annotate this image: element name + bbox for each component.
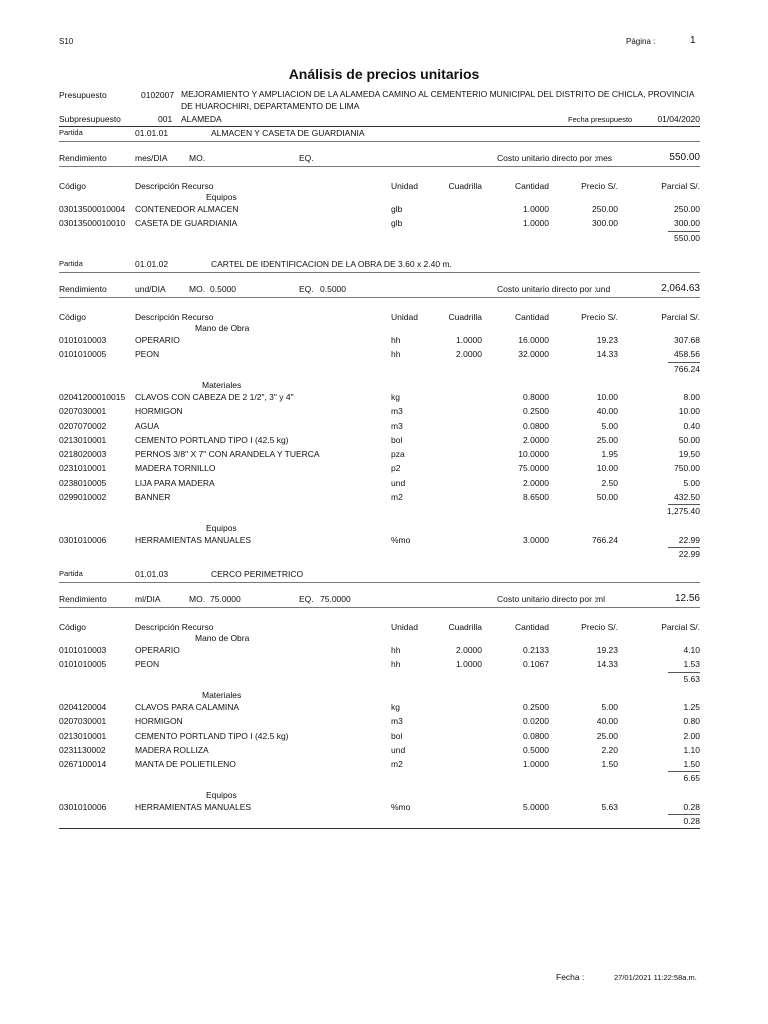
col-header-descripcion: Descripción Recurso bbox=[135, 622, 214, 632]
col-header-cantidad: Cantidad bbox=[514, 312, 549, 322]
row-parcial: 750.00 bbox=[674, 463, 700, 474]
row-unit: hh bbox=[391, 645, 401, 655]
row-cuadrilla: 1.0000 bbox=[456, 659, 482, 670]
row-unit: glb bbox=[391, 204, 403, 214]
row-precio: 5.00 bbox=[601, 701, 618, 712]
row-unit: hh bbox=[391, 659, 401, 670]
row-cantidad: 0.8000 bbox=[523, 391, 549, 402]
col-header-descripcion: Descripción Recurso bbox=[135, 181, 214, 191]
row-description: HERRAMIENTAS MANUALES bbox=[135, 801, 252, 812]
row-parcial: 19.50 bbox=[678, 449, 700, 460]
page-title: Análisis de precios unitarios bbox=[288, 66, 480, 82]
row-cantidad: 1.0000 bbox=[523, 759, 549, 770]
row-description: MANTA DE POLIETILENO bbox=[135, 759, 236, 770]
row-code: 0101010003 bbox=[59, 645, 107, 655]
row-code: 03013500010010 bbox=[59, 218, 126, 229]
col-header-unidad: Unidad bbox=[391, 181, 418, 191]
row-unit: kg bbox=[391, 391, 400, 402]
rendimiento-divider bbox=[59, 607, 700, 608]
subpresupuesto-label: Subpresupuesto bbox=[59, 114, 121, 124]
row-code: 0207030001 bbox=[59, 406, 107, 417]
row-cantidad: 1.0000 bbox=[523, 218, 549, 229]
row-code: 0101010003 bbox=[59, 335, 107, 345]
row-parcial: 250.00 bbox=[674, 204, 700, 214]
row-parcial: 307.68 bbox=[674, 335, 700, 345]
presupuesto-desc-line1: MEJORAMIENTO Y AMPLIACION DE LA ALAMEDA CAMINO AL CEMENTERIO MUNICIPAL DEL DISTRITO DE CHICLA, PROVINCIA bbox=[181, 89, 695, 99]
rendimiento-label: Rendimiento bbox=[59, 284, 107, 294]
row-unit: m2 bbox=[391, 759, 403, 770]
row-unit: und bbox=[391, 744, 406, 755]
row-description: MADERA ROLLIZA bbox=[135, 744, 209, 755]
row-code: 0101010005 bbox=[59, 349, 107, 360]
row-precio: 5.63 bbox=[601, 801, 618, 812]
row-unit: %mo bbox=[391, 801, 411, 812]
row-description: CONTENEDOR ALMACEN bbox=[135, 204, 239, 214]
row-cuadrilla: 2.0000 bbox=[456, 645, 482, 655]
partida-code: 01.01.01 bbox=[135, 128, 169, 138]
col-header-parcial: Parcial S/. bbox=[661, 622, 700, 632]
partida-divider bbox=[59, 272, 700, 273]
row-unit: bol bbox=[391, 730, 403, 741]
row-parcial: 10.00 bbox=[678, 406, 700, 417]
group-subtotal: 766.24 bbox=[674, 363, 700, 374]
row-cantidad: 5.0000 bbox=[523, 801, 549, 812]
subpresupuesto-code: 001 bbox=[158, 114, 173, 124]
row-unit: und bbox=[391, 477, 406, 488]
row-code: 0218020003 bbox=[59, 449, 107, 460]
group-name: Mano de Obra bbox=[195, 323, 250, 333]
row-precio: 14.33 bbox=[596, 659, 618, 670]
group-name: Materiales bbox=[202, 379, 242, 390]
group-name: Equipos bbox=[206, 192, 237, 202]
row-unit: p2 bbox=[391, 463, 401, 474]
row-parcial: 432.50 bbox=[674, 492, 700, 502]
row-code: 0301010006 bbox=[59, 801, 107, 812]
partida-label: Partida bbox=[59, 569, 83, 578]
partida-divider bbox=[59, 582, 700, 583]
row-precio: 2.20 bbox=[601, 744, 618, 755]
mo-value: 75.0000 bbox=[210, 594, 241, 604]
report-code: S10 bbox=[59, 37, 74, 46]
col-header-parcial: Parcial S/. bbox=[661, 181, 700, 191]
row-code: 0231010001 bbox=[59, 463, 107, 474]
row-precio: 40.00 bbox=[596, 406, 618, 417]
row-precio: 19.23 bbox=[596, 645, 618, 655]
col-header-codigo: Código bbox=[59, 312, 86, 322]
eq-label: EQ. bbox=[299, 284, 314, 294]
eq-label: EQ. bbox=[299, 153, 314, 163]
costo-unit: mes bbox=[596, 153, 613, 163]
row-code: 03013500010004 bbox=[59, 204, 126, 214]
row-parcial: 5.00 bbox=[683, 477, 700, 488]
rendimiento-unit: und/DIA bbox=[135, 284, 166, 294]
row-parcial: 458.56 bbox=[674, 349, 700, 360]
row-precio: 1.95 bbox=[601, 449, 618, 460]
subtotal-underline bbox=[668, 771, 700, 772]
page-label: Página : bbox=[626, 37, 656, 46]
presupuesto-desc-line2: DE HUAROCHIRI, DEPARTAMENTO DE LIMA bbox=[181, 101, 360, 111]
partida-code: 01.01.03 bbox=[135, 569, 169, 579]
row-description: BANNER bbox=[135, 492, 171, 502]
row-description: OPERARIO bbox=[135, 645, 180, 655]
row-cuadrilla: 2.0000 bbox=[456, 349, 482, 360]
row-cantidad: 0.1067 bbox=[523, 659, 549, 670]
row-cantidad: 0.2500 bbox=[523, 406, 549, 417]
row-precio: 25.00 bbox=[596, 434, 618, 445]
col-header-codigo: Código bbox=[59, 622, 86, 632]
row-parcial: 300.00 bbox=[674, 218, 700, 229]
partida-divider bbox=[59, 141, 700, 142]
subtotal-underline bbox=[668, 362, 700, 363]
partida-name: CARTEL DE IDENTIFICACION DE LA OBRA DE 3.60 x 2.40 m. bbox=[211, 259, 452, 269]
row-description: HORMIGON bbox=[135, 716, 183, 727]
eq-value: 75.0000 bbox=[320, 594, 351, 604]
row-code: 0213010001 bbox=[59, 434, 107, 445]
col-header-codigo: Código bbox=[59, 181, 86, 191]
row-unit: hh bbox=[391, 349, 401, 360]
row-description: CASETA DE GUARDIANIA bbox=[135, 218, 238, 229]
row-cantidad: 0.0800 bbox=[523, 730, 549, 741]
group-subtotal: 5.63 bbox=[683, 673, 700, 684]
mo-label: MO. bbox=[189, 284, 206, 294]
group-subtotal: 0.28 bbox=[683, 816, 700, 826]
row-unit: kg bbox=[391, 701, 400, 712]
row-description: CLAVOS CON CABEZA DE 2 1/2", 3" y 4" bbox=[135, 391, 294, 402]
header-divider bbox=[59, 126, 700, 127]
col-header-cuadrilla: Cuadrilla bbox=[448, 181, 482, 191]
row-cantidad: 0.2133 bbox=[523, 645, 549, 655]
group-subtotal: 550.00 bbox=[674, 232, 700, 243]
presupuesto-code: 0102007 bbox=[141, 90, 175, 100]
row-cantidad: 0.5000 bbox=[523, 744, 549, 755]
subtotal-underline bbox=[668, 231, 700, 232]
footer-fecha-label: Fecha : bbox=[556, 972, 585, 982]
row-unit: m2 bbox=[391, 492, 403, 502]
col-header-cuadrilla: Cuadrilla bbox=[448, 622, 482, 632]
group-name: Equipos bbox=[206, 522, 237, 533]
row-code: 02041200010015 bbox=[59, 391, 126, 402]
costo-unit: ml bbox=[596, 594, 605, 604]
row-description: PERNOS 3/8" X 7" CON ARANDELA Y TUERCA bbox=[135, 449, 320, 460]
row-unit: %mo bbox=[391, 534, 411, 545]
partida-name: ALMACEN Y CASETA DE GUARDIANIA bbox=[211, 128, 365, 138]
row-parcial: 8.00 bbox=[683, 391, 700, 402]
row-unit: hh bbox=[391, 335, 401, 345]
rendimiento-unit: mes/DIA bbox=[135, 153, 168, 163]
row-code: 0207030001 bbox=[59, 716, 107, 727]
row-unit: m3 bbox=[391, 716, 403, 727]
row-unit: pza bbox=[391, 449, 405, 460]
row-cantidad: 8.6500 bbox=[523, 492, 549, 502]
rendimiento-label: Rendimiento bbox=[59, 153, 107, 163]
row-description: HERRAMIENTAS MANUALES bbox=[135, 534, 252, 545]
fecha-presupuesto-value: 01/04/2020 bbox=[657, 114, 700, 124]
row-description: HORMIGON bbox=[135, 406, 183, 417]
row-code: 0213010001 bbox=[59, 730, 107, 741]
row-unit: m3 bbox=[391, 420, 403, 431]
row-description: PEON bbox=[135, 659, 160, 670]
group-name: Materiales bbox=[202, 689, 242, 700]
group-subtotal: 1,275.40 bbox=[666, 506, 700, 517]
subpresupuesto-name: ALAMEDA bbox=[181, 114, 222, 124]
subtotal-underline bbox=[668, 547, 700, 548]
row-precio: 300.00 bbox=[592, 218, 618, 229]
row-parcial: 4.10 bbox=[683, 645, 700, 655]
row-parcial: 1.50 bbox=[683, 759, 700, 770]
row-precio: 766.24 bbox=[592, 534, 618, 545]
row-description: PEON bbox=[135, 349, 160, 360]
mo-label: MO. bbox=[189, 594, 206, 604]
col-header-parcial: Parcial S/. bbox=[661, 312, 700, 322]
partida-label: Partida bbox=[59, 128, 83, 137]
row-description: CLAVOS PARA CALAMINA bbox=[135, 701, 240, 712]
row-cantidad: 75.0000 bbox=[518, 463, 549, 474]
mo-value: 0.5000 bbox=[210, 284, 236, 294]
row-cantidad: 0.0200 bbox=[523, 716, 549, 727]
costo-unit: und bbox=[596, 284, 611, 294]
row-parcial: 22.99 bbox=[678, 534, 700, 545]
row-parcial: 2.00 bbox=[683, 730, 700, 741]
page-number: 1 bbox=[690, 35, 696, 46]
row-description: CEMENTO PORTLAND TIPO I (42.5 kg) bbox=[135, 730, 289, 741]
eq-label: EQ. bbox=[299, 594, 314, 604]
row-code: 0231130002 bbox=[59, 744, 106, 755]
partida-name: CERCO PERIMETRICO bbox=[211, 569, 304, 579]
subtotal-underline bbox=[668, 672, 700, 673]
row-code: 0267100014 bbox=[59, 759, 107, 770]
col-header-precio: Precio S/. bbox=[581, 181, 618, 191]
row-parcial: 0.28 bbox=[683, 801, 700, 812]
row-code: 0299010002 bbox=[59, 492, 107, 502]
col-header-cuadrilla: Cuadrilla bbox=[448, 312, 482, 322]
row-parcial: 1.25 bbox=[683, 701, 700, 712]
row-description: LIJA PARA MADERA bbox=[135, 477, 215, 488]
costo-label: Costo unitario directo por : bbox=[497, 153, 597, 163]
row-precio: 14.33 bbox=[596, 349, 618, 360]
row-cantidad: 0.0800 bbox=[523, 420, 549, 431]
col-header-descripcion: Descripción Recurso bbox=[135, 312, 214, 322]
group-subtotal: 6.65 bbox=[683, 773, 700, 784]
row-code: 0207070002 bbox=[59, 420, 107, 431]
footer-fecha-value: 27/01/2021 11:22:58a.m. bbox=[614, 973, 697, 982]
col-header-precio: Precio S/. bbox=[581, 312, 618, 322]
row-cantidad: 16.0000 bbox=[518, 335, 549, 345]
row-code: 0204120004 bbox=[59, 701, 107, 712]
costo-value: 550.00 bbox=[669, 152, 700, 163]
row-description: MADERA TORNILLO bbox=[135, 463, 216, 474]
col-header-unidad: Unidad bbox=[391, 312, 418, 322]
row-parcial: 50.00 bbox=[678, 434, 700, 445]
row-code: 0238010005 bbox=[59, 477, 107, 488]
row-precio: 10.00 bbox=[596, 463, 618, 474]
partida-label: Partida bbox=[59, 259, 83, 268]
row-cantidad: 10.0000 bbox=[518, 449, 549, 460]
group-name: Equipos bbox=[206, 789, 237, 800]
col-header-cantidad: Cantidad bbox=[514, 622, 549, 632]
col-header-cantidad: Cantidad bbox=[514, 181, 549, 191]
partida-code: 01.01.02 bbox=[135, 259, 169, 269]
subtotal-underline bbox=[668, 814, 700, 815]
row-precio: 10.00 bbox=[596, 391, 618, 402]
row-precio: 5.00 bbox=[601, 420, 618, 431]
row-precio: 19.23 bbox=[596, 335, 618, 345]
row-description: OPERARIO bbox=[135, 335, 180, 345]
costo-value: 2,064.63 bbox=[661, 283, 700, 294]
row-parcial: 0.80 bbox=[683, 716, 700, 727]
col-header-unidad: Unidad bbox=[391, 622, 418, 632]
row-cantidad: 0.2500 bbox=[523, 701, 549, 712]
rendimiento-unit: ml/DIA bbox=[135, 594, 161, 604]
row-precio: 25.00 bbox=[596, 730, 618, 741]
row-precio: 50.00 bbox=[596, 492, 618, 502]
row-unit: bol bbox=[391, 434, 403, 445]
costo-value: 12.56 bbox=[674, 593, 700, 604]
subtotal-underline bbox=[668, 504, 700, 505]
rendimiento-label: Rendimiento bbox=[59, 594, 107, 604]
row-cantidad: 2.0000 bbox=[523, 434, 549, 445]
row-parcial: 1.53 bbox=[683, 659, 700, 670]
row-cantidad: 1.0000 bbox=[523, 204, 549, 214]
fecha-presupuesto-label: Fecha presupuesto bbox=[568, 115, 633, 124]
rendimiento-divider bbox=[59, 166, 700, 167]
row-cantidad: 3.0000 bbox=[523, 534, 549, 545]
rendimiento-divider bbox=[59, 297, 700, 298]
group-name: Mano de Obra bbox=[195, 633, 250, 643]
row-precio: 1.50 bbox=[601, 759, 618, 770]
row-description: CEMENTO PORTLAND TIPO I (42.5 kg) bbox=[135, 434, 289, 445]
col-header-precio: Precio S/. bbox=[581, 622, 618, 632]
row-parcial: 0.40 bbox=[683, 420, 700, 431]
row-cantidad: 2.0000 bbox=[523, 477, 549, 488]
row-code: 0301010006 bbox=[59, 534, 107, 545]
row-precio: 40.00 bbox=[596, 716, 618, 727]
row-cantidad: 32.0000 bbox=[518, 349, 549, 360]
row-parcial: 1.10 bbox=[683, 744, 700, 755]
mo-label: MO. bbox=[189, 153, 206, 163]
row-cuadrilla: 1.0000 bbox=[456, 335, 482, 345]
row-unit: glb bbox=[391, 218, 403, 229]
row-unit: m3 bbox=[391, 406, 403, 417]
eq-value: 0.5000 bbox=[320, 284, 346, 294]
row-code: 0101010005 bbox=[59, 659, 107, 670]
row-description: AGUA bbox=[135, 420, 160, 431]
costo-label: Costo unitario directo por : bbox=[497, 594, 597, 604]
presupuesto-label: Presupuesto bbox=[59, 90, 107, 100]
row-precio: 2.50 bbox=[601, 477, 618, 488]
costo-label: Costo unitario directo por : bbox=[497, 284, 597, 294]
group-subtotal: 22.99 bbox=[678, 548, 700, 559]
row-precio: 250.00 bbox=[592, 204, 618, 214]
page-bottom-divider bbox=[59, 828, 700, 829]
